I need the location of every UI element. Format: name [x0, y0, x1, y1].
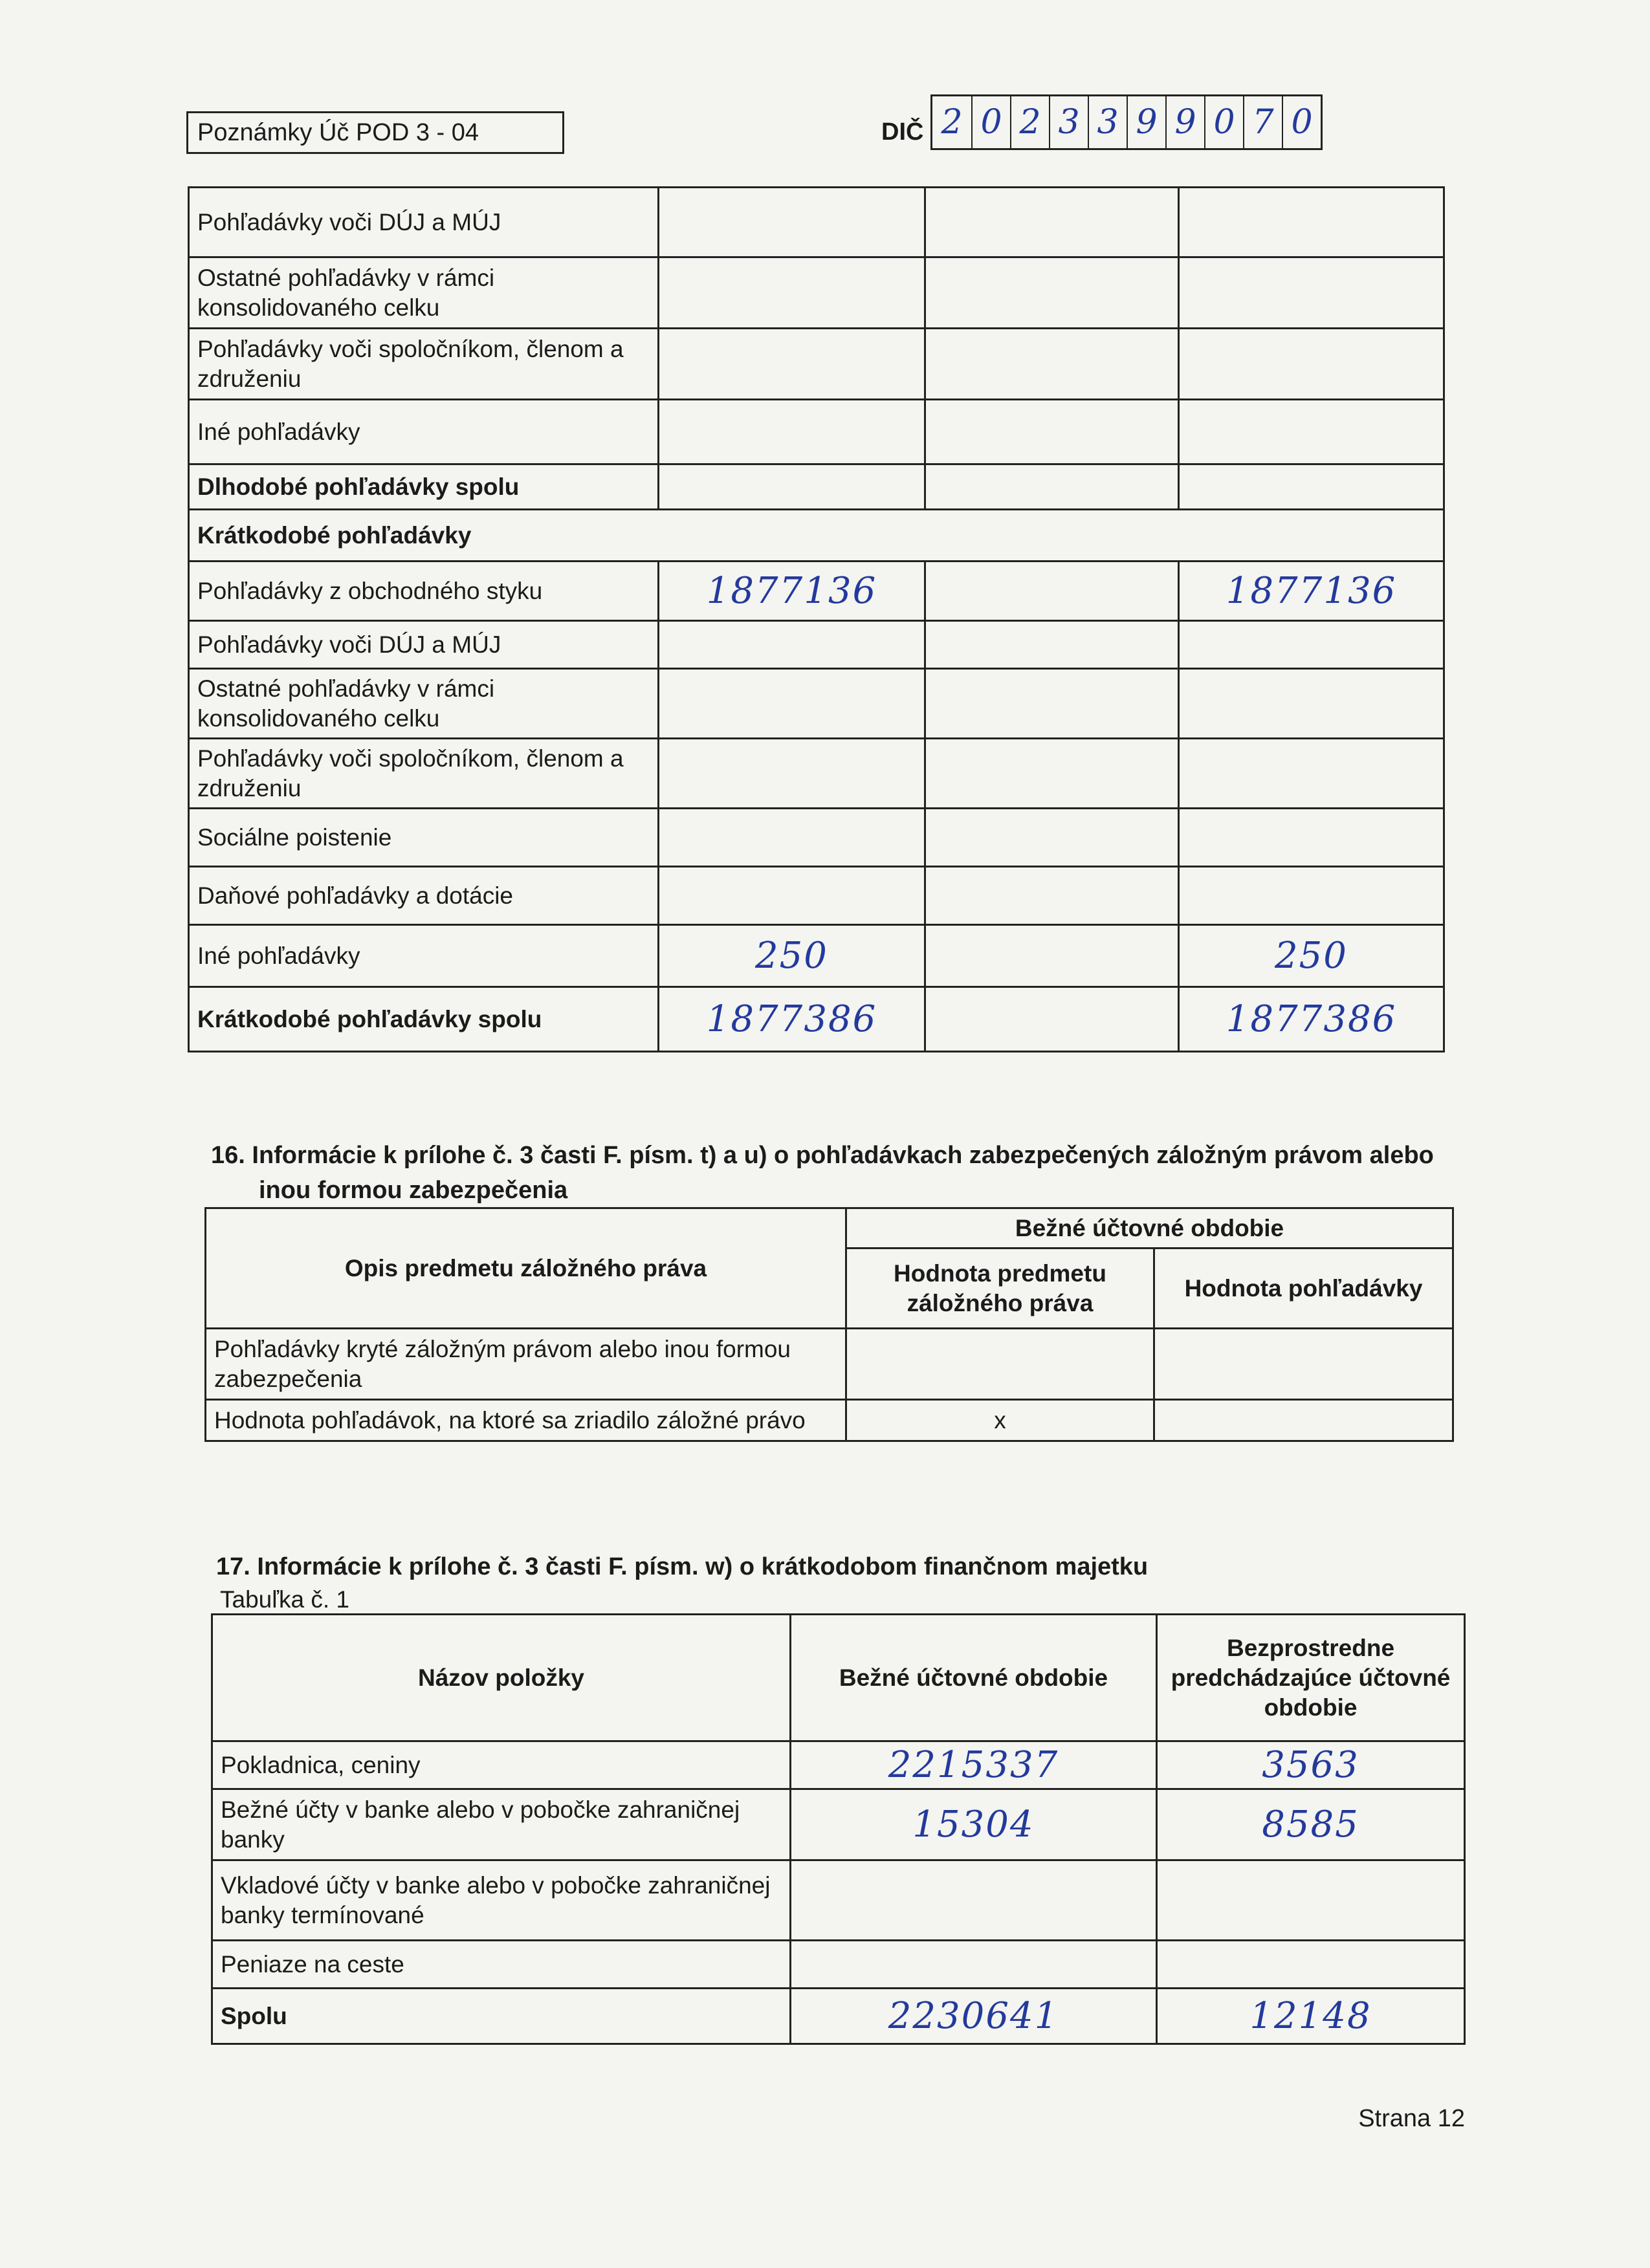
dic-digit: 7: [1243, 96, 1282, 148]
form-label: Poznámky Úč POD 3 - 04: [186, 111, 564, 154]
section16-title-line2: inou formou zabezpečenia: [259, 1177, 568, 1204]
value-cell: [659, 188, 925, 257]
value-cell: [791, 1941, 1157, 1989]
row-label: Spolu: [212, 1989, 791, 2044]
value-cell: [659, 400, 925, 464]
row-label: Hodnota pohľadávok, na ktoré sa zriadilo záložné právo: [206, 1400, 846, 1441]
value-cell: [1157, 1941, 1465, 1989]
table-row: [206, 1329, 1453, 1400]
value-cell: 1877136: [659, 562, 925, 621]
value-cell: 2230641: [791, 1989, 1157, 2044]
header-current-period: Bežné účtovné obdobie: [791, 1615, 1157, 1741]
value-cell: [925, 188, 1179, 257]
value-cell: 8585: [1157, 1789, 1465, 1860]
row-label: Iné pohľadávky: [189, 925, 659, 987]
table-row: [189, 188, 1444, 257]
value-cell: [1179, 464, 1444, 510]
row-label: Krátkodobé pohľadávky spolu: [189, 987, 659, 1052]
row-label: Ostatné pohľadávky v rámci konsolidovaného celku: [189, 669, 659, 739]
value-cell: [925, 867, 1179, 925]
table-row: [189, 510, 1444, 562]
table-row: [206, 1208, 1453, 1248]
header-description: Opis predmetu záložného práva: [206, 1208, 846, 1329]
dic-digit: 9: [1165, 96, 1204, 148]
table-row: [189, 739, 1444, 809]
table-row: [189, 621, 1444, 669]
header-receivable-value: Hodnota pohľadávky: [1154, 1248, 1453, 1329]
table-row: [212, 1789, 1465, 1860]
value-cell: x: [846, 1400, 1154, 1441]
financial-assets-table: [211, 1613, 1466, 2045]
header-pledge-value: Hodnota predmetu záložného práva: [846, 1248, 1154, 1329]
value-cell: 1877386: [1179, 987, 1444, 1052]
row-label: Pohľadávky voči DÚJ a MÚJ: [189, 188, 659, 257]
row-label: Peniaze na ceste: [212, 1941, 791, 1989]
section17-title: 17. Informácie k prílohe č. 3 časti F. písm. w) o krátkodobom finančnom majetku: [216, 1553, 1149, 1580]
section16-title-line1: 16. Informácie k prílohe č. 3 časti F. písm. t) a u) o pohľadávkach zabezpečených záložným právom alebo: [211, 1142, 1434, 1169]
row-label: Pokladnica, ceniny: [212, 1741, 791, 1789]
value-cell: [659, 739, 925, 809]
value-cell: [791, 1860, 1157, 1941]
section-label: Krátkodobé pohľadávky: [189, 510, 1444, 562]
header-previous-period: Bezprostredne predchádzajúce účtovné obdobie: [1157, 1615, 1465, 1741]
table-row: [189, 562, 1444, 621]
row-label: Pohľadávky voči spoločníkom, členom a združeniu: [189, 739, 659, 809]
value-cell: [1179, 669, 1444, 739]
table-row: [189, 809, 1444, 867]
row-label: Ostatné pohľadávky v rámci konsolidovaného celku: [189, 257, 659, 329]
dic-label: DIČ: [881, 118, 924, 146]
row-label: Iné pohľadávky: [189, 400, 659, 464]
value-cell: 2215337: [791, 1741, 1157, 1789]
value-cell: [1179, 257, 1444, 329]
table-row: [212, 1741, 1465, 1789]
value-cell: 1877386: [659, 987, 925, 1052]
value-cell: [659, 669, 925, 739]
table-row: [212, 1860, 1465, 1941]
row-label: Dlhodobé pohľadávky spolu: [189, 464, 659, 510]
row-label: Vkladové účty v banke alebo v pobočke zahraničnej banky termínované: [212, 1860, 791, 1941]
dic-digit: 2: [941, 103, 963, 142]
value-cell: [659, 621, 925, 669]
value-cell: [925, 739, 1179, 809]
table-row: [212, 1989, 1465, 2044]
value-cell: [1179, 621, 1444, 669]
table-row: [189, 669, 1444, 739]
value-cell: 250: [659, 925, 925, 987]
page-number: Strana 12: [1358, 2105, 1465, 2132]
dic-digit: 9: [1127, 96, 1165, 148]
value-cell: [1179, 329, 1444, 400]
value-cell: [925, 464, 1179, 510]
table-row: [189, 925, 1444, 987]
value-cell: [925, 621, 1179, 669]
value-cell: [925, 987, 1179, 1052]
value-cell: 250: [1179, 925, 1444, 987]
dic-digit: 3: [1088, 96, 1127, 148]
value-cell: 1877136: [1179, 562, 1444, 621]
table-row: [189, 867, 1444, 925]
receivables-table: [188, 186, 1445, 1052]
table-row: [189, 400, 1444, 464]
value-cell: [1179, 809, 1444, 867]
row-label: Pohľadávky z obchodného styku: [189, 562, 659, 621]
row-label: Pohľadávky voči spoločníkom, členom a združeniu: [189, 329, 659, 400]
value-cell: [1179, 188, 1444, 257]
value-cell: 12148: [1157, 1989, 1465, 2044]
value-cell: [925, 562, 1179, 621]
dic-digit: 3: [1049, 96, 1088, 148]
value-cell: 15304: [791, 1789, 1157, 1860]
value-cell: [925, 925, 1179, 987]
value-cell: [1179, 739, 1444, 809]
value-cell: [1179, 867, 1444, 925]
value-cell: [925, 400, 1179, 464]
value-cell: [925, 257, 1179, 329]
table-row: [189, 987, 1444, 1052]
row-label: Daňové pohľadávky a dotácie: [189, 867, 659, 925]
pledge-table: [204, 1207, 1454, 1442]
value-cell: [659, 257, 925, 329]
table-row: [212, 1941, 1465, 1989]
value-cell: [846, 1329, 1154, 1400]
section17-subtitle: Tabuľka č. 1: [220, 1586, 350, 1613]
value-cell: [659, 464, 925, 510]
dic-digit: 0: [1204, 96, 1243, 148]
table-row: [189, 257, 1444, 329]
dic-digit: 0: [1282, 96, 1321, 148]
row-label: Pohľadávky kryté záložným právom alebo inou formou zabezpečenia: [206, 1329, 846, 1400]
value-cell: [925, 809, 1179, 867]
table-row: [206, 1400, 1453, 1441]
dic-digit-boxes: [930, 94, 1323, 150]
value-cell: [1154, 1400, 1453, 1441]
table-row: [189, 464, 1444, 510]
value-cell: [659, 809, 925, 867]
value-cell: [659, 329, 925, 400]
value-cell: 3563: [1157, 1741, 1465, 1789]
dic-digit: 0: [971, 96, 1010, 148]
value-cell: [1157, 1860, 1465, 1941]
row-label: Sociálne poistenie: [189, 809, 659, 867]
value-cell: [925, 329, 1179, 400]
header-current-period: Bežné účtovné obdobie: [846, 1208, 1453, 1248]
table-row: [212, 1615, 1465, 1741]
row-label: Pohľadávky voči DÚJ a MÚJ: [189, 621, 659, 669]
value-cell: [1179, 400, 1444, 464]
header-item-name: Názov položky: [212, 1615, 791, 1741]
value-cell: [925, 669, 1179, 739]
table-row: [189, 329, 1444, 400]
value-cell: [659, 867, 925, 925]
row-label: Bežné účty v banke alebo v pobočke zahraničnej banky: [212, 1789, 791, 1860]
dic-digit: 2: [1010, 96, 1049, 148]
value-cell: [1154, 1329, 1453, 1400]
